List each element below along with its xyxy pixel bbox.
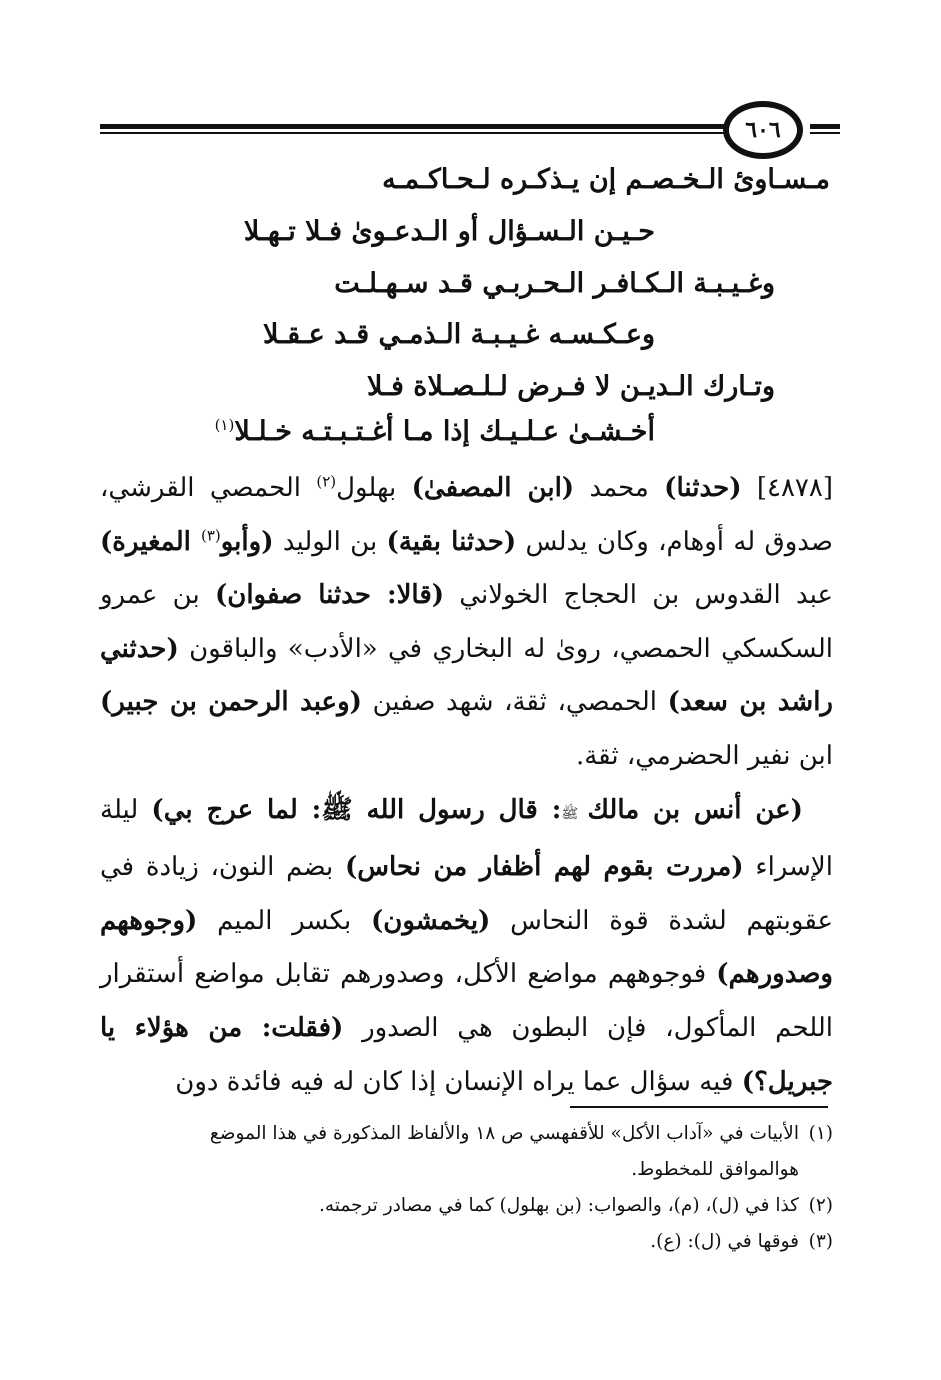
footnote-ref-1: (١) <box>214 416 235 434</box>
verse-6 <box>215 412 655 452</box>
footnote-separator <box>570 1106 828 1108</box>
verse-2: حـيـن الـسـؤال أو الـدعـوىٰ فـلا تـهـلا <box>243 216 655 247</box>
main-text <box>100 462 833 1109</box>
footnote-ref-3: (٣) <box>200 525 221 544</box>
footnote-3: (٣)فوقها في (ل): (ع). <box>650 1231 833 1252</box>
hadith-number: [٤٨٧٨] <box>756 473 833 503</box>
footnote-ref-2: (٢) <box>316 472 337 491</box>
verse-5: وتـارك الـديـن لا فـرض لـلـصـلاة فـلا <box>366 371 775 402</box>
paragraph-commentary: (عن أنس بن مالك ﷺ: قال رسول الله ﷺ: لما عرج بي) ليلة الإسراء (مررت بقوم لهم أظفار من نحاس) بضم النون، زيادة في عقوبتهم لشدة قوة النحاس (يخمشون) بكسر الميم (وجوههم وصدورهم) فوجوههم مواضع الأكل، وصدورهم تقابل مواضع أستقرار اللحم المأكول، فإن البطون هي الصدور (فقلت: من هؤلاء يا جبريل؟) فيه سؤال عما يراه الإنسان إذا كان له فيه فائدة دون <box>100 794 833 1097</box>
footnote-1-continued: هوالموافق للمخطوط. <box>631 1159 799 1180</box>
footnote-2: (٢)كذا في (ل)، (م)، والصواب: (بن بهلول) كما في مصادر ترجمته. <box>318 1195 833 1216</box>
paragraph-4878: [٤٨٧٨] (حدثنا) محمد (ابن المصفىٰ) بهلول$^{(٢)}$ الحمصي القرشي، صدوق له أوهام، وكان يدلس (حدثنا بقية) بن الوليد (وأبو$^{(٣)}$ المغيرة) عبد القدوس بن الحجاج الخولاني (قالا: حدثنا صفوان) بن عمرو السكسكي الحمصي، روىٰ له البخاري في «الأدب» والباقون (حدثني راشد بن سعد) الحمصي، ثقة، شهد صفين (وعبد الرحمن بن جبير) ابن نفير الحضرمي، ثقة. <box>100 472 833 771</box>
verse-6-text: أخـشـىٰ عـلـيـك إذا مـا أغـتـبـتـه خـلـلا <box>234 416 655 447</box>
footnotes <box>100 1116 833 1260</box>
footnote-1: (١)الأبيات في «آداب الأكل» للأقفهسي ص ١٨ والألفاظ المذكورة في هذا الموضع <box>209 1123 833 1144</box>
verse-4: وعـكـسـه غـيـبـة الـذمـي قـد عـقـلا <box>263 319 655 350</box>
verse-1: مـسـاوئ الـخـصـم إن يـذكـره لـحـاكـمـه <box>382 164 830 195</box>
verse-3: وغـيـبـة الـكـافـر الـحـربـي قـد سـهـلـت <box>334 268 775 299</box>
page-number: ٦٠٦ <box>723 101 803 159</box>
